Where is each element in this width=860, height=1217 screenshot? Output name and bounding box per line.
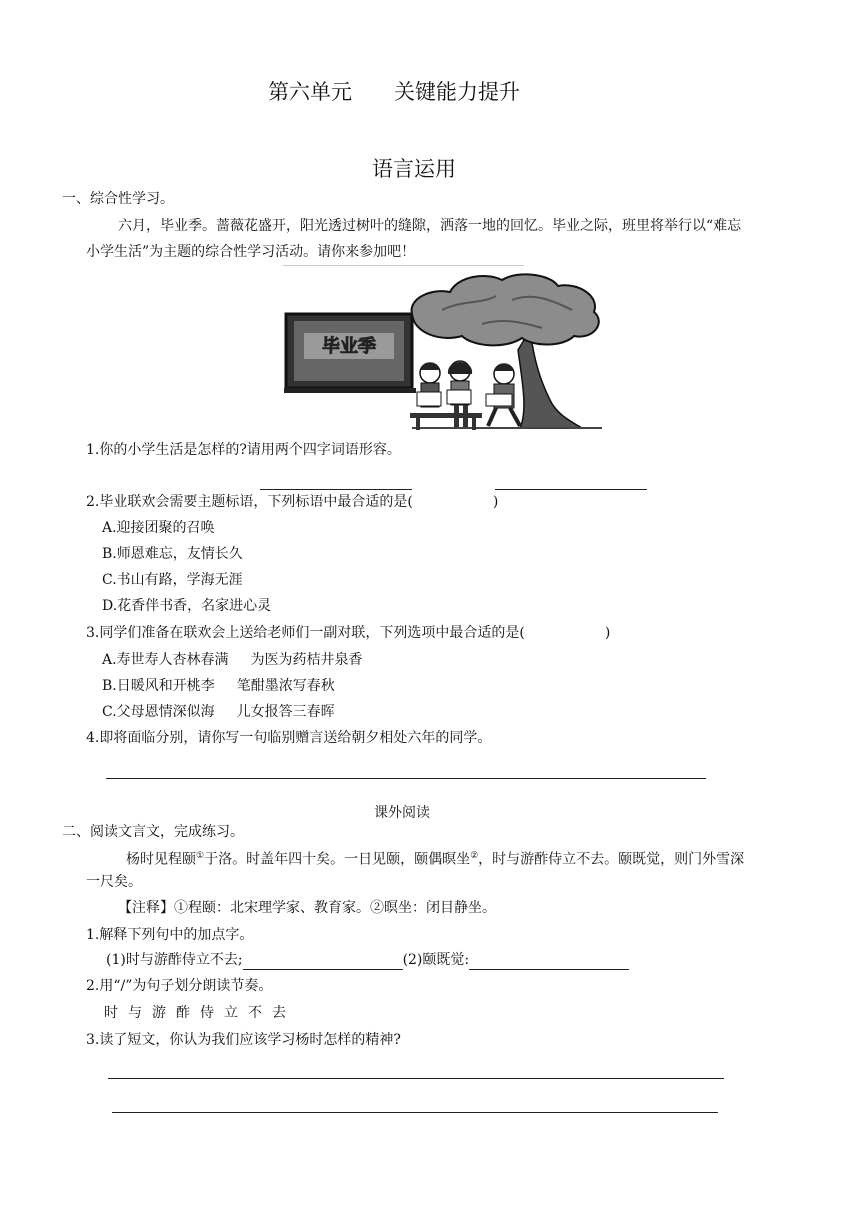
reading-section-title: 课外阅读 [374,805,430,821]
passage-line-1: 杨时见程颐①于洛。时盖年四十矣。一日见颐，颐偶暝坐②，时与游酢侍立不去。颐既觉，则门外雪深 [126,851,745,868]
bench-top [410,413,482,418]
q1-4: 4.即将面临分别，请你写一句临别赠言送给朝夕相处六年的同学。 [86,730,492,746]
q2-2: 2.用“/”为句子划分朗读节奏。 [86,978,273,994]
q2-1: 1.解释下列句中的加点字。 [86,927,254,943]
answer-line-1b[interactable] [495,489,647,490]
q2-2-sentence: 时与游酢侍立不去 [104,1005,296,1021]
child-1-book [417,392,441,406]
section-title: 语言运用 [372,157,456,181]
intro-line-2: 小学生活”为主题的综合性学习活动。请你来参加吧！ [86,244,416,260]
sign-text: 毕业季 [322,336,376,357]
chalkboard-ledge [284,388,416,393]
answer-blank-1[interactable] [243,955,403,970]
child-3-book [486,394,512,406]
unit-label: 第六单元 [268,80,352,104]
intro-line-1: 六月，毕业季。蔷薇花盛开，阳光透过树叶的缝隙，洒落一地的回忆。毕业之际，班里将举行以“难忘 [118,218,742,234]
part1-heading: 一、综合性学习。 [62,191,174,207]
answer-line-1a[interactable] [260,489,412,490]
answer-line-q3a[interactable] [108,1078,724,1079]
q2-1-items: (1)时与游酢侍立不去; (2)颐既觉: [106,950,629,970]
q1-3-option-a: A.寿世寿人杏林春满 为医为药桔井泉香 [102,652,363,668]
graduation-illustration [282,270,608,442]
passage-line-2: 一尺矣。 [86,874,142,890]
answer-blank-2[interactable] [469,955,629,970]
q1-1: 1.你的小学生活是怎样的?请用两个四字词语形容。 [86,442,401,458]
q1-3: 3.同学们准备在联欢会上送给老师们一副对联，下列选项中最合适的是( ) [86,625,611,641]
q1-2-option-d: D.花香伴书香，名家进心灵 [102,598,272,614]
part2-heading: 二、阅读文言文，完成练习。 [62,824,244,840]
q1-2-option-a: A.迎接团聚的召唤 [102,520,215,536]
q1-2-option-c: C.书山有路，学海无涯 [102,572,243,588]
answer-line-4[interactable] [106,778,706,779]
q1-2: 2.毕业联欢会需要主题标语，下列标语中最合适的是( ) [86,494,499,510]
passage-note: 【注释】①程颐：北宋理学家、教育家。②暝坐：闭目静坐。 [118,900,496,916]
child-2-book [447,390,471,404]
q1-3-option-b: B.日暖风和开桃李 笔酣墨浓写春秋 [102,678,335,694]
q1-3-option-c: C.父母恩情深似海 儿女报答三春晖 [102,704,335,720]
q1-2-option-b: B.师恩难忘，友情长久 [102,546,243,562]
q2-3: 3.读了短文，你认为我们应该学习杨时怎样的精神? [86,1032,401,1048]
image-top-rule [282,265,524,266]
answer-line-q3b[interactable] [112,1112,718,1113]
page-title: 关键能力提升 [394,80,520,104]
